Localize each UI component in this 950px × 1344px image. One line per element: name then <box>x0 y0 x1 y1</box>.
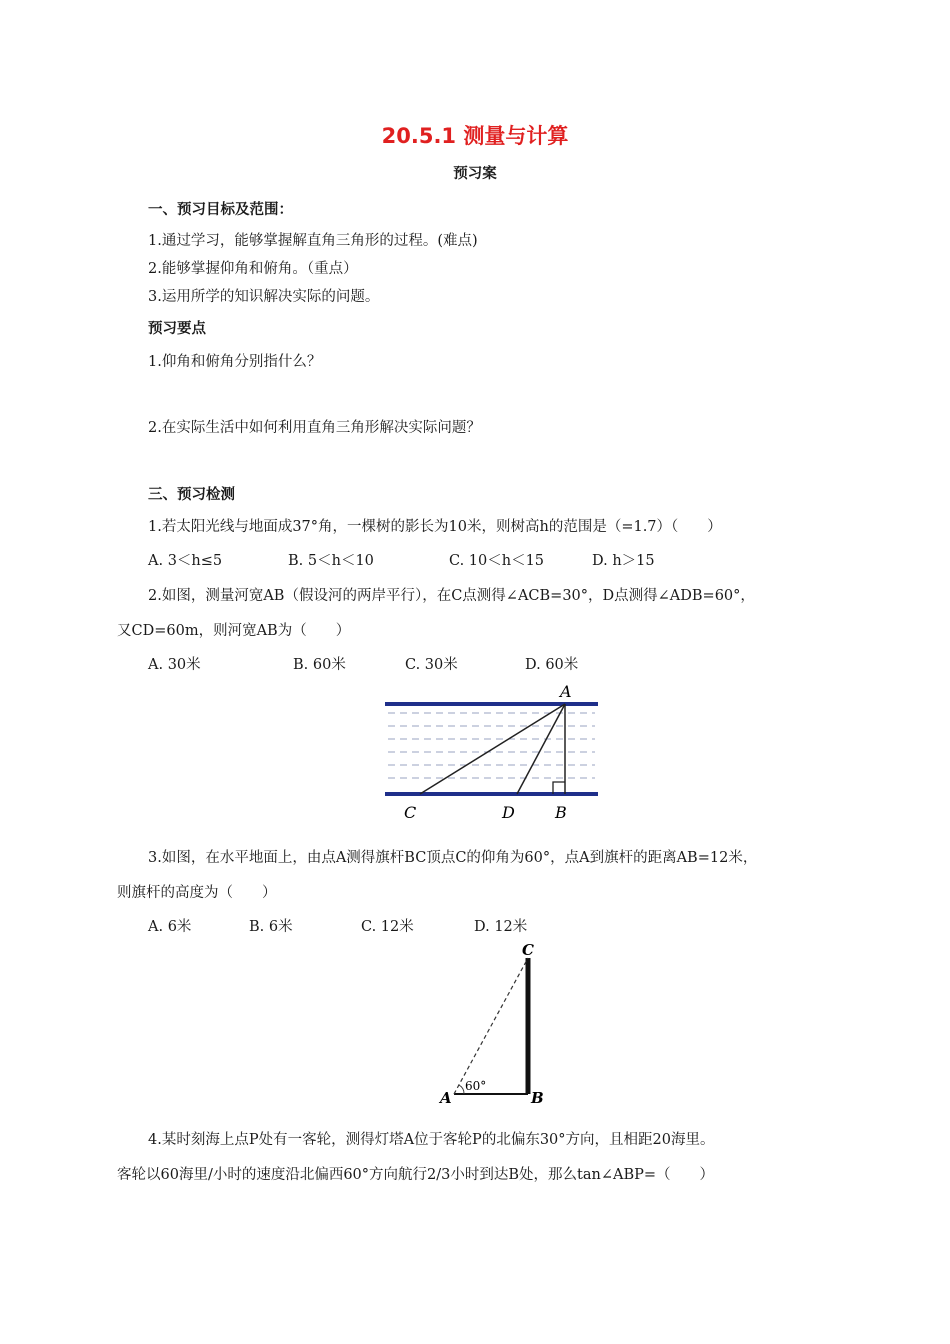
question-4-line-2: 客轮以60海里/小时的速度沿北偏西60°方向航行2/3小时到达B处，那么tan∠ABP=（ ） <box>117 1167 715 1183</box>
q3-option-a: A. 6米 <box>148 919 192 935</box>
page-subtitle: 预习案 <box>453 166 497 182</box>
segment-ad <box>517 704 565 794</box>
key-point-1: 1.仰角和俯角分别指什么？ <box>148 354 322 370</box>
sight-line-ac <box>454 958 528 1094</box>
label-a: A <box>440 1089 452 1107</box>
question-2-line-2: 又CD=60m，则河宽AB为（ ） <box>117 623 351 639</box>
q2-option-a: A. 30米 <box>148 657 201 673</box>
q3-option-d: D. 12米 <box>474 919 528 935</box>
label-d: D <box>502 803 515 822</box>
question-3-line-2: 则旗杆的高度为（ ） <box>117 885 277 901</box>
label-b: B <box>531 1089 544 1107</box>
segment-ac <box>420 704 565 794</box>
label-a: A <box>560 682 572 701</box>
label-b: B <box>555 803 567 822</box>
water-dashes <box>388 713 595 778</box>
section-2-heading: 预习要点 <box>148 321 206 337</box>
goal-item-2: 2.能够掌握仰角和俯角。（重点） <box>148 261 358 277</box>
question-2-line-1: 2.如图，测量河宽AB（假设河的两岸平行），在C点测得∠ACB=30°，D点测得∠ADB=60°， <box>148 588 755 604</box>
section-1-heading: 一、预习目标及范围： <box>148 202 293 218</box>
goal-item-3: 3.运用所学的知识解决实际的问题。 <box>148 289 380 305</box>
label-c: C <box>404 803 417 822</box>
river-width-figure <box>380 680 605 825</box>
key-point-2: 2.在实际生活中如何利用直角三角形解决实际问题？ <box>148 420 481 436</box>
q1-option-d: D. h＞15 <box>592 553 655 569</box>
angle-arc <box>459 1085 464 1094</box>
q1-option-b: B. 5＜h＜10 <box>288 553 374 569</box>
goal-item-1: 1.通过学习，能够掌握解直角三角形的过程。(难点) <box>148 233 478 249</box>
q1-option-c: C. 10＜h＜15 <box>449 553 545 569</box>
q1-option-a: A. 3＜h≤5 <box>148 553 223 569</box>
label-c: C <box>522 941 534 959</box>
question-1: 1.若太阳光线与地面成37°角，一棵树的影长为10米，则树高h的范围是（=1.7）（ ） <box>148 519 722 535</box>
question-3-line-1: 3.如图，在水平地面上，由点A测得旗杆BC顶点C的仰角为60°，点A到旗杆的距离AB=12米， <box>148 850 758 866</box>
q3-option-b: B. 6米 <box>249 919 293 935</box>
question-4-line-1: 4.某时刻海上点P处有一客轮，测得灯塔A位于客轮P的北偏东30°方向，且相距20海里。 <box>148 1132 715 1148</box>
section-3-heading: 三、预习检测 <box>148 487 235 503</box>
q2-option-b: B. 60米 <box>293 657 346 673</box>
q3-option-c: C. 12米 <box>361 919 414 935</box>
page-title: 20.5.1 测量与计算 <box>381 124 569 148</box>
flagpole-figure <box>432 938 552 1110</box>
q2-option-c: C. 30米 <box>405 657 458 673</box>
angle-label: 60° <box>465 1079 487 1093</box>
q2-option-d: D. 60米 <box>525 657 579 673</box>
